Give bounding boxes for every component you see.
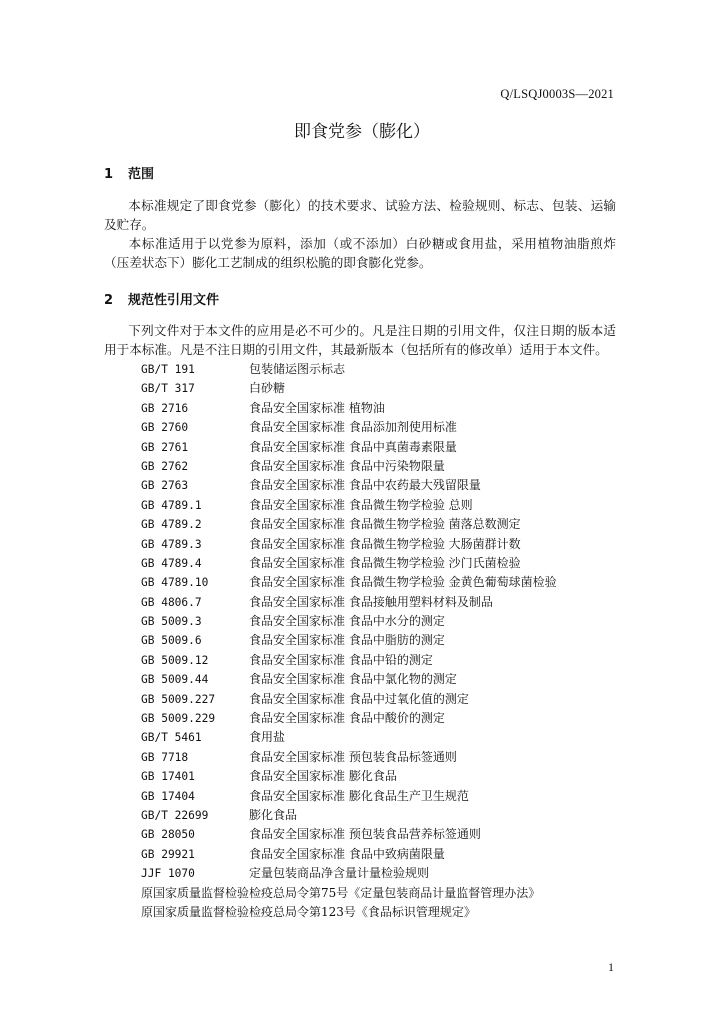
ref-name: 食品安全国家标准 食品中致病菌限量 [249, 846, 445, 861]
ref-code: GB/T 191 [141, 363, 195, 376]
page-number: 1 [608, 960, 614, 974]
section-2-title: 规范性引用文件 [128, 293, 220, 308]
ref-code: GB 7718 [141, 750, 189, 764]
section-1-paragraph-2 [104, 234, 616, 272]
ref-code: GB 17404 [141, 789, 195, 803]
ref-name: 包装储运图示标志 [249, 362, 346, 376]
list-item [141, 399, 557, 418]
list-item [141, 457, 557, 476]
ref-name: 食品安全国家标准 食品添加剂使用标准 [249, 420, 457, 435]
list-item [141, 787, 557, 806]
ref-code: GB 2716 [141, 401, 189, 415]
list-item [141, 631, 557, 650]
ref-name: 膨化食品 [249, 807, 298, 822]
regulation-notes [141, 884, 540, 923]
section-2-number: 2 [104, 293, 114, 308]
list-item [141, 728, 557, 747]
section-2-heading [104, 289, 219, 308]
ref-name: 食品安全国家标准 食品中酸价的测定 [249, 711, 445, 726]
list-item [141, 864, 557, 883]
list-item [141, 593, 557, 612]
references-intro-text: 下列文件对于本文件的应用是必不可少的。凡是注日期的引用文件，仅注日期的版本适用于本标准。凡是不注日期的引用文件，其最新版本（包括所有的修改单）适用于本文件。 [104, 323, 616, 357]
ref-code: GB 2761 [141, 440, 189, 454]
list-item [141, 690, 557, 709]
list-item [141, 535, 557, 554]
ref-name: 食品安全国家标准 食品中氯化物的测定 [249, 672, 457, 687]
ref-name: 食品安全国家标准 食品微生物学检验 金黄色葡萄球菌检验 [249, 575, 557, 590]
ref-code: GB 5009.6 [141, 634, 202, 648]
list-item [141, 651, 557, 670]
ref-name: 食品安全国家标准 膨化食品 [249, 769, 397, 784]
list-item [141, 360, 557, 379]
list-item [141, 418, 557, 437]
ref-name: 食品安全国家标准 植物油 [249, 400, 385, 415]
list-item [141, 612, 557, 631]
ref-name: 食品安全国家标准 预包装食品标签通则 [249, 749, 457, 764]
ref-name: 食品安全国家标准 食品中污染物限量 [249, 458, 445, 473]
section-1-heading [104, 163, 154, 182]
list-item [141, 496, 557, 515]
ref-code: GB 2763 [141, 479, 189, 493]
ref-code: GB/T 317 [141, 382, 195, 396]
ref-code: GB 17401 [141, 770, 195, 784]
applicability-text: 本标准适用于以党参为原料，添加（或不添加）白砂糖或食用盐，采用植物油脂煎炸（压差状态下）膨化工艺制成的组织松脆的即食膨化党参。 [104, 236, 616, 270]
ref-code: GB 2760 [141, 421, 189, 435]
regulation-note: 原国家质量监督检验检疫总局令第75号《定量包装商品计量监督管理办法》 [141, 886, 541, 900]
list-item [141, 554, 557, 573]
ref-name: 食品安全国家标准 膨化食品生产卫生规范 [249, 788, 469, 803]
ref-code: GB 4789.2 [141, 518, 202, 532]
list-item [141, 709, 557, 728]
list-item [141, 806, 557, 825]
ref-name: 食品安全国家标准 食品微生物学检验 沙门氏菌检验 [249, 555, 521, 570]
ref-name: 食品安全国家标准 食品接触用塑料材料及制品 [249, 594, 493, 609]
ref-code: GB 5009.12 [141, 653, 209, 667]
ref-code: GB 5009.229 [141, 712, 216, 726]
ref-code: GB 4789.10 [141, 576, 209, 590]
ref-code: GB 29921 [141, 847, 195, 861]
list-item [141, 845, 557, 864]
ref-name: 食品安全国家标准 食品中农药最大残留限量 [249, 478, 481, 493]
ref-code: GB 2762 [141, 459, 189, 473]
section-1-number: 1 [104, 167, 114, 182]
ref-name: 食品安全国家标准 食品中铅的测定 [249, 652, 433, 667]
ref-code: GB 4789.4 [141, 556, 202, 570]
list-item [141, 476, 557, 495]
ref-name: 食品安全国家标准 食品微生物学检验 大肠菌群计数 [249, 536, 521, 551]
list-item [141, 515, 557, 534]
regulation-note: 原国家质量监督检验检疫总局令第123号《食品标识管理规定》 [141, 905, 476, 920]
list-item [141, 379, 557, 398]
scope-text: 本标准规定了即食党参（膨化）的技术要求、试验方法、检验规则、标志、包装、运输及贮存。 [104, 198, 616, 232]
list-item [141, 670, 557, 689]
document-code: Q/LSQJ0003S—2021 [500, 87, 614, 101]
list-item [141, 573, 557, 592]
ref-name: 食品安全国家标准 食品中过氧化值的测定 [249, 691, 469, 706]
ref-name: 食品安全国家标准 食品微生物学检验 菌落总数测定 [249, 517, 521, 532]
list-item [141, 767, 557, 786]
ref-name: 食品安全国家标准 食品中水分的测定 [249, 614, 445, 629]
list-item [141, 438, 557, 457]
section-2-intro [104, 321, 616, 359]
ref-name: 食品安全国家标准 食品中真菌毒素限量 [249, 439, 457, 454]
list-item [141, 825, 557, 844]
ref-name: 定量包装商品净含量计量检验规则 [249, 866, 430, 881]
ref-name: 食品安全国家标准 预包装食品营养标签通则 [249, 827, 481, 842]
ref-name: 白砂糖 [249, 381, 286, 396]
ref-name: 食用盐 [249, 730, 286, 745]
document-title: 即食党参（膨化） [294, 122, 430, 142]
ref-code: GB 5009.3 [141, 615, 202, 629]
ref-code: GB 4789.3 [141, 537, 202, 551]
ref-name: 食品安全国家标准 食品中脂肪的测定 [249, 633, 445, 648]
ref-code: GB 5009.227 [141, 692, 216, 706]
list-item [141, 748, 557, 767]
ref-code: GB/T 22699 [141, 808, 209, 822]
section-1-paragraph-1 [104, 196, 616, 234]
section-1-title: 范围 [128, 167, 155, 182]
ref-code: JJF 1070 [141, 867, 195, 881]
ref-code: GB 28050 [141, 828, 195, 842]
ref-name: 食品安全国家标准 食品微生物学检验 总则 [249, 497, 473, 512]
ref-code: GB 5009.44 [141, 673, 209, 687]
ref-code: GB 4806.7 [141, 595, 202, 609]
ref-code: GB 4789.1 [141, 498, 202, 512]
ref-code: GB/T 5461 [141, 731, 202, 745]
normative-references-list [141, 360, 557, 884]
